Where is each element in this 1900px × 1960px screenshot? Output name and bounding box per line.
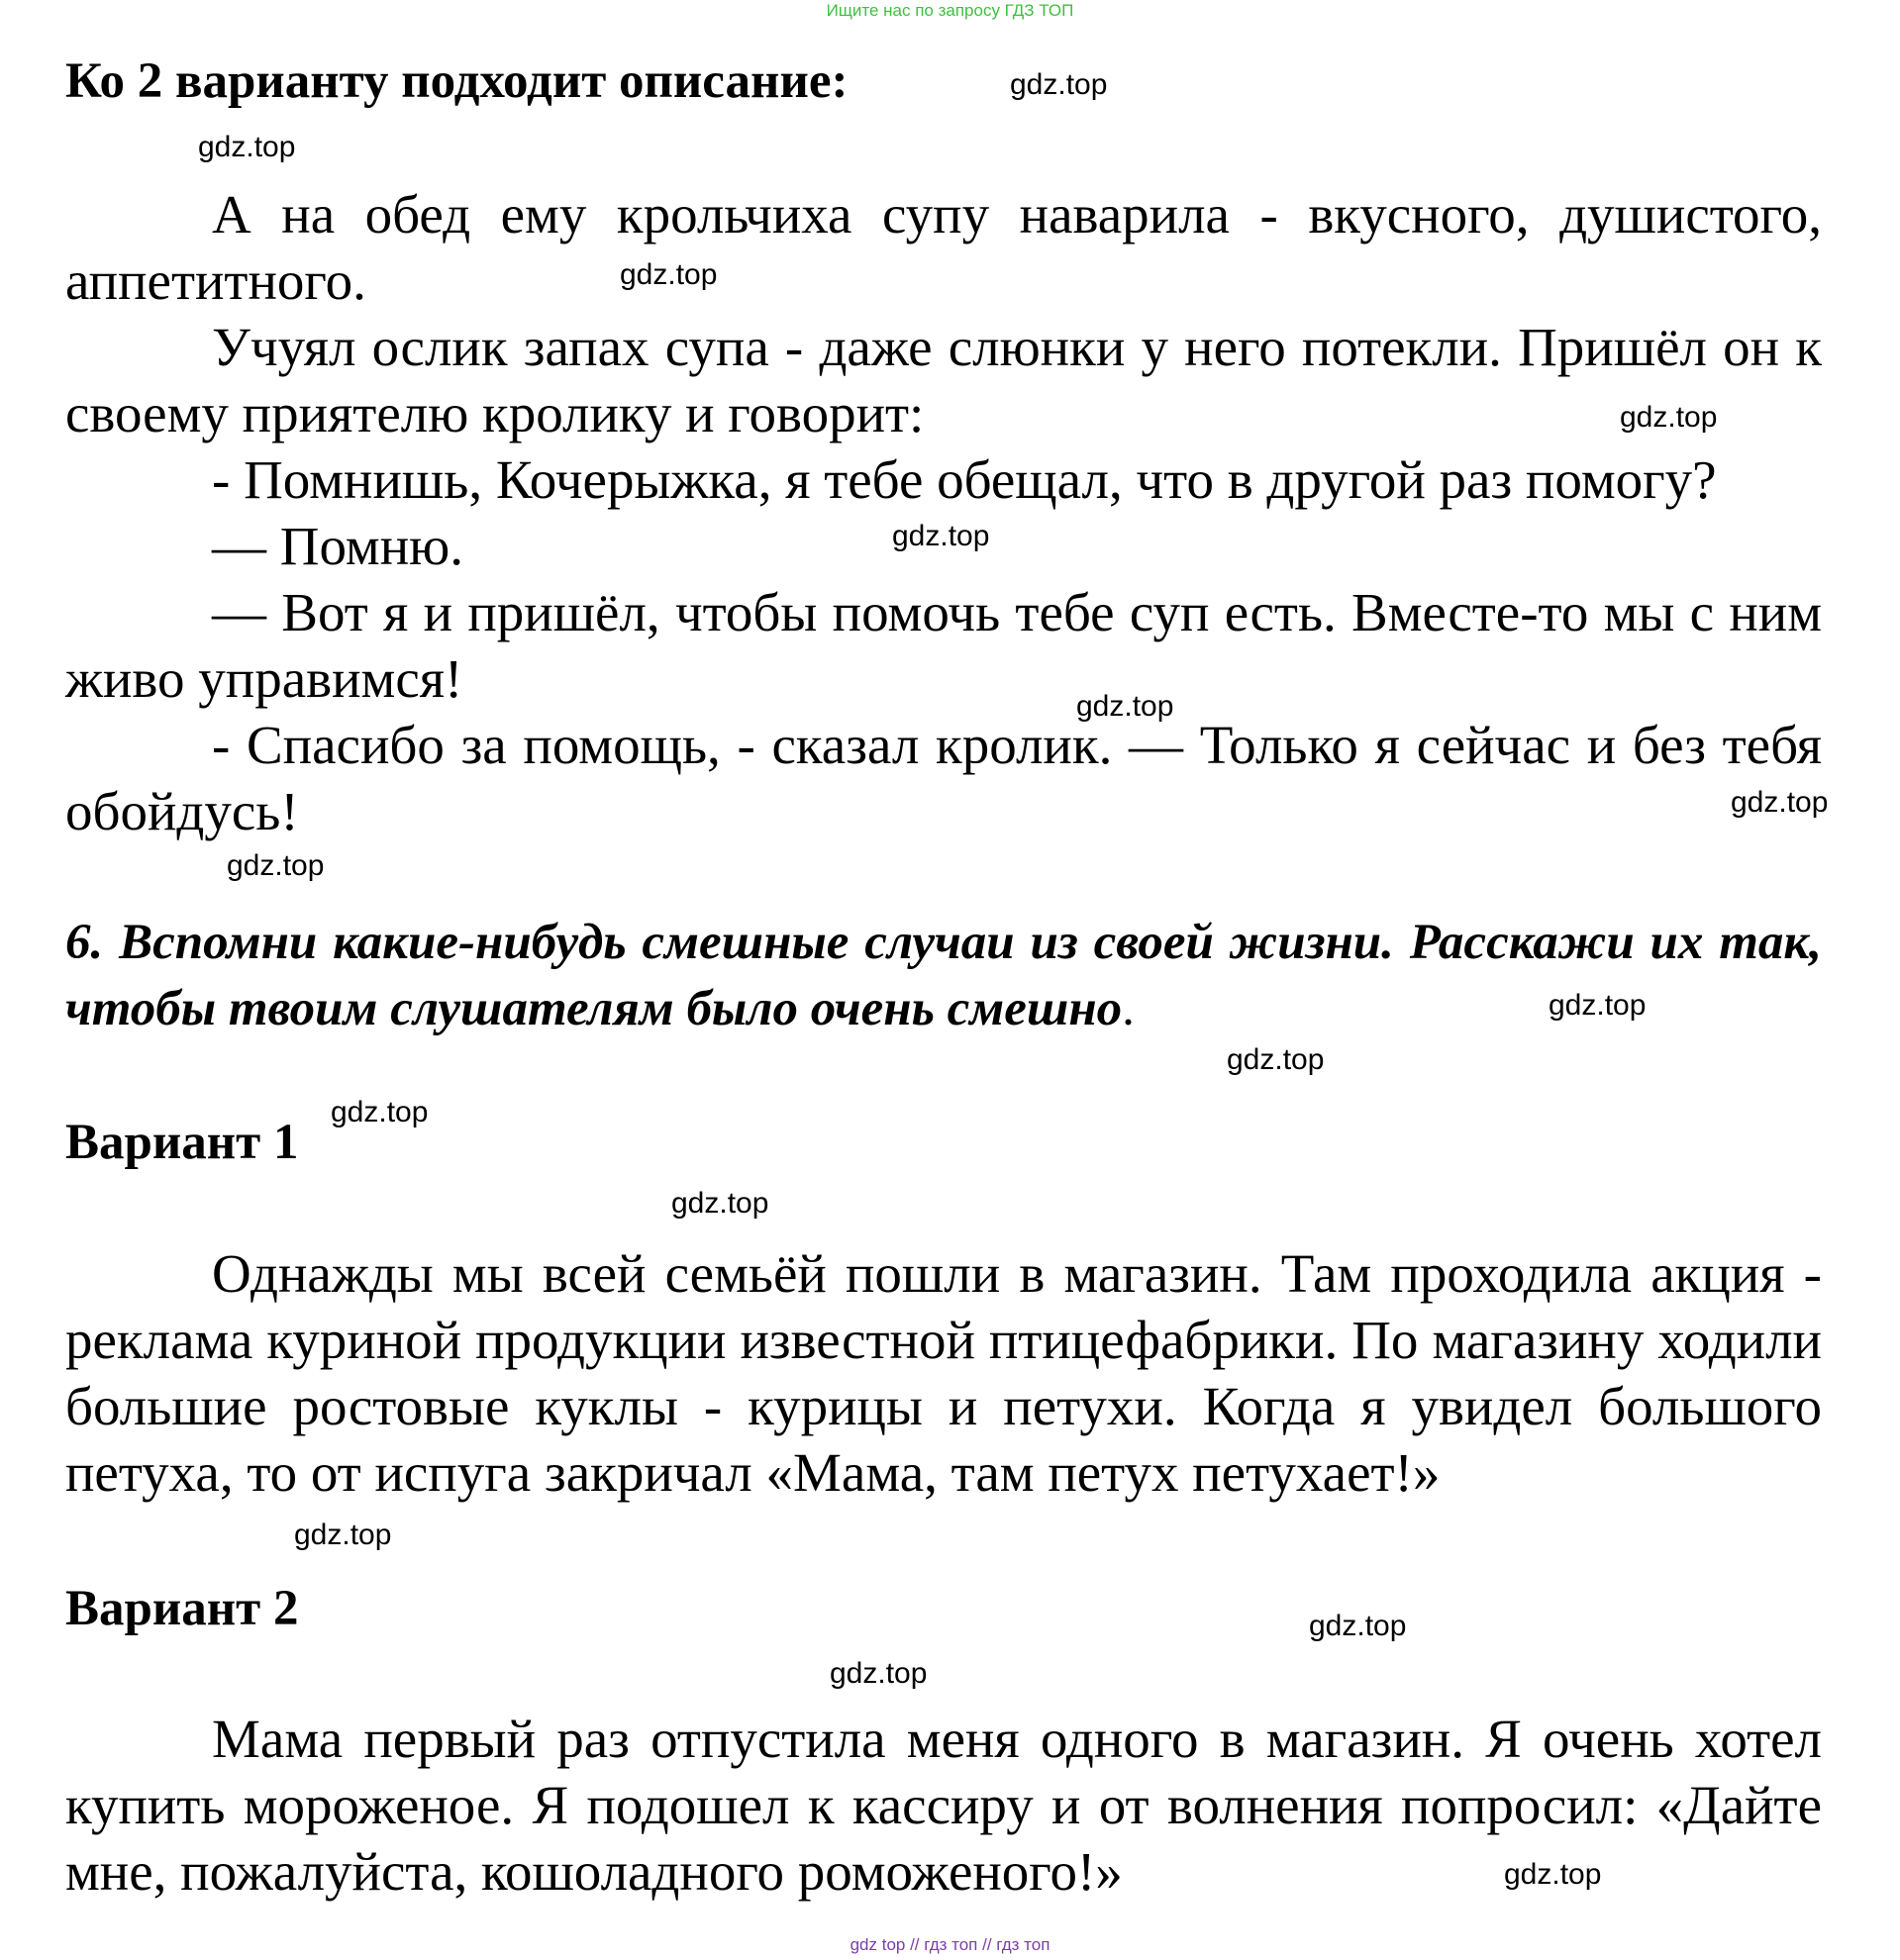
footer: gdz top // гдз топ // гдз топ [850, 1935, 1050, 1954]
story-paragraph-1: А на обед ему крольчиха супу наварила - вкусного, душистого, аппетитного. [65, 184, 1822, 311]
variant-2-heading: Вариант 2 [65, 1581, 299, 1636]
watermark: gdz.top [1227, 1043, 1325, 1076]
variant-2-text: Мама первый раз отпустила меня одного в магазин. Я очень хотел купить мороженое. Я подошел к кассиру и от волнения попросил: «Дайте мне, пожалуйста, кошоладного роможеного!» [65, 1709, 1822, 1902]
watermark: gdz.top [671, 1187, 769, 1220]
watermark: gdz.top [227, 849, 325, 882]
watermark: gdz.top [198, 131, 296, 163]
watermark: gdz.top [1309, 1610, 1407, 1642]
watermark: gdz.top [1076, 690, 1174, 723]
story-paragraph-4: — Помню. [212, 516, 463, 576]
story-paragraph-6: - Спасибо за помощь, - сказал кролик. — Только я сейчас и без тебя обойдусь! [65, 715, 1822, 841]
section-heading: Ко 2 варианту подходит описание: [65, 53, 849, 109]
story-paragraph-3: - Помнишь, Кочерыжка, я тебе обещал, что в другой раз помогу? [212, 449, 1717, 510]
watermark: gdz.top [1549, 989, 1647, 1022]
watermark: gdz.top [1731, 786, 1829, 819]
task-6-text: 6. Вспомни какие-нибудь смешные случаи из своей жизни. Расскажи их так, чтобы твоим слушателям было очень смешно [65, 915, 1822, 1036]
variant-1-text: Однажды мы всей семьёй пошли в магазин. Там проходила акция - реклама куриной продукции известной птицефабрики. По магазину ходили большие ростовые куклы - курицы и петухи. Когда я увидел большого петуха, то от испуга закричал «Мама, там петух петухает!» [65, 1243, 1822, 1503]
watermark: gdz.top [331, 1096, 429, 1128]
watermark: gdz.top [1504, 1858, 1602, 1891]
watermark: gdz.top [892, 520, 990, 552]
variant-1-heading: Вариант 1 [65, 1115, 299, 1170]
story-paragraph-2: Учуял ослик запах супа - даже слюнки у него потекли. Пришёл он к своему приятелю кролику и говорит: [65, 317, 1822, 443]
watermark: gdz.top [294, 1519, 392, 1551]
top-banner: Ищите нас по запросу ГДЗ ТОП [826, 1, 1074, 20]
watermark: gdz.top [620, 258, 718, 291]
watermark: gdz.top [830, 1657, 928, 1690]
task-6-period: . [1122, 981, 1135, 1036]
watermark: gdz.top [1620, 401, 1718, 434]
watermark: gdz.top [1010, 68, 1108, 101]
story-paragraph-5: — Вот я и пришёл, чтобы помочь тебе суп есть. Вместе-то мы с ним живо управимся! [65, 582, 1822, 709]
